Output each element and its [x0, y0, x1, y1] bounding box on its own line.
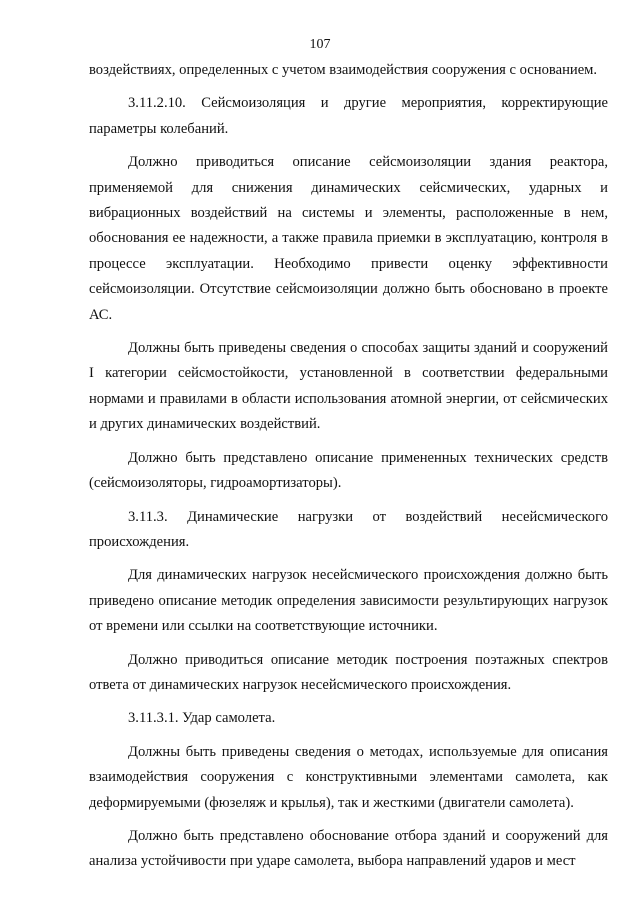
paragraph-aircraft-interaction: Должны быть приведены сведения о методах, используемые для описания взаимодействия сооружения с конструктивными элементами самолета, как деформируемыми (фюзеляж и крылья), так и жесткими (двигатели самолета). — [89, 743, 608, 811]
page-number: 107 — [309, 37, 331, 52]
paragraph-floor-spectra: Должно приводиться описание методик построения поэтажных спектров ответа от динамических нагрузок несейсмического происхождения. — [89, 651, 608, 693]
paragraph-dynamic-loads-methods: Для динамических нагрузок несейсмического происхождения должно быть приведено описание методик определения зависимости результирующих нагрузок от времени или ссылки на соответствующие источники. — [89, 567, 608, 635]
paragraph-technical-means: Должно быть представлено описание примененных технических средств (сейсмоизоляторы, гидроамортизаторы). — [89, 449, 608, 492]
section-heading-3-11-3: 3.11.3. Динамические нагрузки от воздействий несейсмического происхождения. — [89, 508, 608, 550]
section-heading-3-11-3-1: 3.11.3.1. Удар самолета. — [128, 710, 276, 727]
paragraph-continuation: воздействиях, определенных с учетом взаимодействия сооружения с основанием. — [89, 62, 598, 78]
paragraph-aircraft-selection: Должно быть представлено обоснование отбора зданий и сооружений для анализа устойчивости при ударе самолета, выбора направлений ударов и мест — [89, 827, 608, 870]
document-body — [89, 58, 608, 875]
paragraph-seismic-isolation: Должно приводиться описание сейсмоизоляции здания реактора, применяемой для снижения динамических сейсмических, ударных и вибрационных воздействий на системы и элементы, расположенные в нем, обоснования ее надежности, а также правила приемки в эксплуатацию, контроля в процессе эксплуатации. Необходимо привести оценку эффективности сейсмоизоляции. Отсутствие сейсмоизоляции должно быть обосновано в проекте АС. — [89, 154, 608, 323]
paragraph-protection-methods: Должны быть приведены сведения о способах защиты зданий и сооружений I категории сейсмостойкости, установленной в соответствии федеральными нормами и правилами в области использования атомной энергии, от сейсмических и других динамических воздействий. — [89, 340, 608, 433]
section-heading-3-11-2-10: 3.11.2.10. Сейсмоизоляция и другие мероприятия, корректирующие параметры колебаний. — [89, 95, 608, 137]
